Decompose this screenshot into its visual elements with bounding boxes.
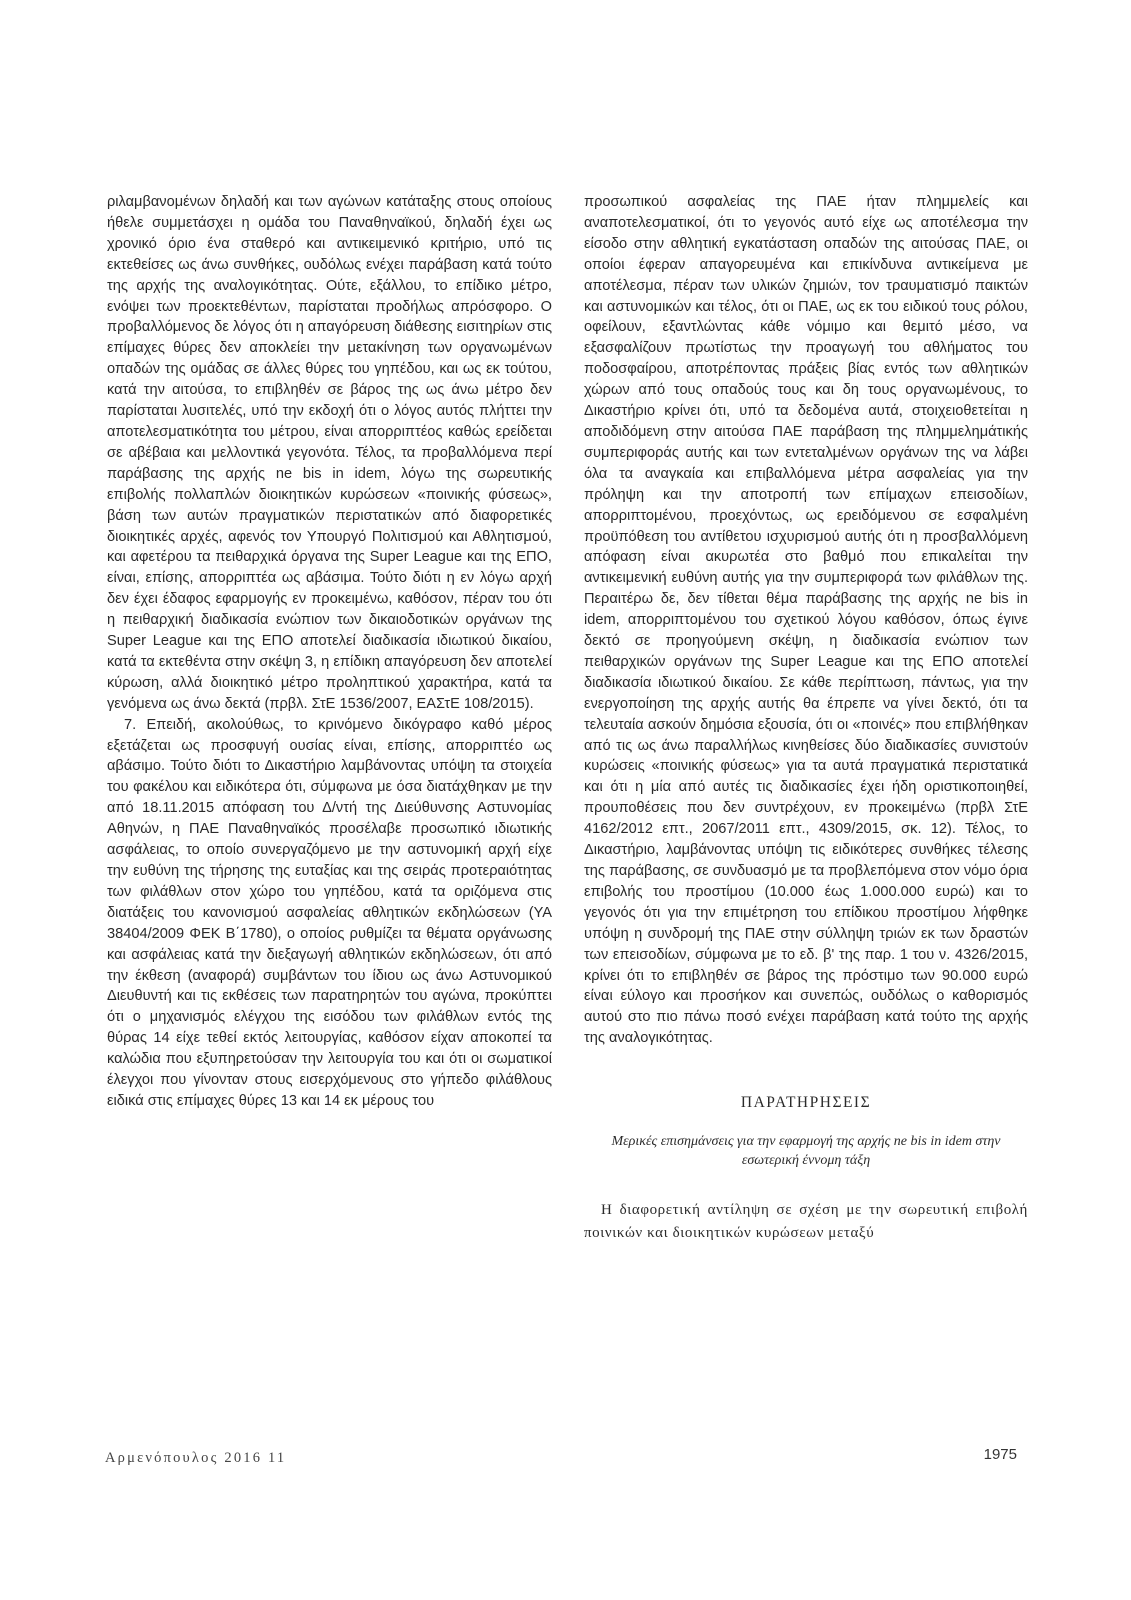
right-column [584,192,1028,1245]
right-paragraph-2: Η διαφορετική αντίληψη σε σχέση με την σωρευτική επιβολή ποινικών και διοικητικών κυρώσεων μεταξύ [584,1202,1028,1242]
section-title: ΠΑΡΑΤΗΡΗΣΕΙΣ [740,1094,872,1112]
right-paragraph-1: προσωπικού ασφαλείας της ΠΑΕ ήταν πλημμελείς και αναποτελεσματικοί, ότι το γεγονός αυτό είχε ως αποτέλεσμα την είσοδο στην αθλητική εγκατάσταση οπαδών της αιτούσας ΠΑΕ, οι οποίοι έφεραν απαγορευμένα και επικίνδυνα αντικείμενα με αποτέλεσμα, πέραν των υλικών ζημιών, τον τραυματισμό παικτών και αστυνομικών και τέλος, ότι οι ΠΑΕ, ως εκ του ειδικού τους ρόλου, οφείλουν, εξαντλώντας κάθε νόμιμο και θεμιτό μέσο, να εξασφαλίζουν πρωτίστως την προαγωγή του αθλήματος του ποδοσφαίρου, αποτρέποντας πράξεις βίας εντός των αθλητικών χώρων από τους οπαδούς τους και δη τους οργανωμένους, το Δικαστήριο κρίνει ότι, υπό τα δεδομένα αυτά, στοιχειοθετείται η αποδιδόμενη στην αιτούσα ΠΑΕ παράβαση της πλημμελημάτικής συμπεριφοράς αυτής και των εντεταλμένων οργάνων της να λάβει όλα τα αναγκαία και επιβαλλόμενα μέτρα ασφαλείας για την πρόληψη και την αποτροπή των επίμαχων επεισοδίων, απορριπτομένου, προεχόντως, ως ερειδόμενου σε εσφαλμένη προϋπόθεση του αντίθετου ισχυρισμού αυτής ότι η προσβαλλόμενη απόφαση είναι ακυρωτέα στο βαθμό που επικαλείται την αντικειμενική ευθύνη αυτής για την συμπεριφορά των φιλάθλων της. Περαιτέρω δε, δεν τίθεται θέμα παράβασης της αρχής ne bis in idem, απορριπτομένου του σχετικού λόγου καθόσον, όπως έγινε δεκτό σε προηγούμενη σκέψη, η διαδικασία ενώπιον των πειθαρχικών οργάνων της Super League και της ΕΠΟ αποτελεί διαδικασία ιδιωτικού δικαίου. Σε κάθε περίπτωση, πάντως, για την ενεργοποίηση της αρχής αυτής θα έπρεπε να γίνει δεκτό, ότι τα τελευταία ασκούν δημόσια εξουσία, ότι οι «ποινές» που επιβλήθηκαν από τις ως άνω παραλλήλως κινηθείσες δύο διαδικασίες συνιστούν κυρώσεις «ποινικής φύσεως» για τα αυτά πραγματικά περιστατικά και ότι η μία από αυτές τις διαδικασίες έχει ήδη οριστικοποιηθεί, προυποθέσεις που δεν συντρέχουν, εν προκειμένω (πρβλ ΣτΕ 4162/2012 επτ., 2067/2011 επτ., 4309/2015, σκ. 12). Τέλος, το Δικαστήριο, λαμβάνοντας υπόψη τις ειδικότερες συνθήκες τέλεσης της παράβασης, σε συνδυασμό με τα προβλεπόμενα στον νόμο όρια επιβολής του προστίμου (10.000 έως 1.000.000 ευρώ) και το γεγονός ότι για την επιμέτρηση του επίδικου προστίμου λήφθηκε υπόψη η συνδρομή της ΠΑΕ στην σύλληψη τριών εκ των δραστών των επεισοδίων, σύμφωνα με το εδ. β' της παρ. 1 του ν. 4326/2015, κρίνει ότι το επιβληθέν σε βάρος της πρόστιμο των 90.000 ευρώ είναι εύλογο και προσήκον και συνεπώς, ουδόλως ο καθορισμός αυτού στο πιο πάνω ποσό ενέχει παράβαση κατά τούτο της αρχής της αναλογικότητας. [584,194,1028,1047]
left-paragraph-2: 7. Επειδή, ακολούθως, το κρινόμενο δικόγραφο καθό μέρος εξετάζεται ως προσφυγή ουσίας είναι, επίσης, απορριπτέο ως αβάσιμο. Τούτο διότι το Δικαστήριο λαμβάνοντας υπόψη τα στοιχεία του φακέλου και ειδικότερα ότι, σύμφωνα με όσα διατάχθηκαν με την από 18.11.2015 απόφαση του Δ/ντή της Διεύθυνσης Αστυνομίας Αθηνών, η ΠΑΕ Παναθηναϊκός προσέλαβε προσωπικό ιδιωτικής ασφάλειας, το οποίο συνεργαζόμενο με την αστυνομική αρχή είχε την ευθύνη της τήρησης της ευταξίας και της σειράς προτεραιότητας των φιλάθλων στον χώρο του γηπέδου, κατά τα οριζόμενα στις διατάξεις του κανονισμού ασφαλείας αθλητικών εκδηλώσεων (ΥΑ 38404/2009 ΦΕΚ Β΄1780), ο οποίος ρυθμίζει τα θέματα οργάνωσης και ασφάλειας κατά την διεξαγωγή αθλητικών εκδηλώσεων, ότι από την έκθεση (αναφορά) συμβάντων του ίδιου ως άνω Αστυνομικού Διευθυντή και τις εκθέσεις των παρατηρητών του αγώνα, προκύπτει ότι ο μηχανισμός ελέγχου της εισόδου των φιλάθλων εντός της θύρας 14 είχε τεθεί εκτός λειτουργίας, καθόσον είχαν αποκοπεί τα καλώδια που εξυπηρετούσαν την λειτουργία του και ότι οι σωματικοί έλεγχοι που γίνονταν στους εισερχόμενους στο γήπεδο φιλάθλους ειδικά στις επίμαχες θύρες 13 και 14 εκ μέρους του [107,716,552,1109]
left-paragraph-1: ριλαμβανομένων δηλαδή και των αγώνων κατάταξης στους οποίους ήθελε συμμετάσχει η ομάδα του Παναθηναϊκού, δηλαδή έχει ως χρονικό όριο ένα σταθερό και αντικειμενικό κριτήριο, υπό τις εκτεθείσες ως άνω συνθήκες, ουδόλως ενέχει παράβαση κατά τούτο της αρχής της αναλογικότητας. Ούτε, εξάλλου, το επίδικο μέτρο, ενόψει των προεκτεθέντων, παρίσταται προδήλως απρόσφορο. Ο προβαλλόμενος δε λόγος ότι η απαγόρευση διάθεσης εισιτηρίων στις επίμαχες θύρες δεν αποκλείει την μετακίνηση των οργανωμένων οπαδών της ομάδας σε άλλες θύρες του γηπέδου, και ως εκ τούτου, κατά την αιτούσα, το επιβληθέν σε βάρος της ως άνω μέτρο δεν παρίσταται λυσιτελές, υπό την εκδοχή ότι ο λόγος αυτός πλήττει την αποτελεσματικότητα του μέτρου, είναι απορριπτέος καθώς ερείδεται σε αβέβαια και μελλοντικά γεγονότα. Τέλος, τα προβαλλόμενα περί παράβασης της αρχής ne bis in idem, λόγω της σωρευτικής επιβολής πολλαπλών διοικητικών κυρώσεων «ποινικής φύσεως», βάση των αυτών πραγματικών περιστατικών από διαφορετικές διοικητικές αρχές, αφενός τον Υπουργό Πολιτισμού και Αθλητισμού, και αφετέρου τα πειθαρχικά όργανα της Super League και της ΕΠΟ, είναι, επίσης, απορριπτέα ως αβάσιμα. Τούτο διότι η εν λόγω αρχή δεν έχει έδαφος εφαρμογής εν προκειμένω, καθόσον, πέραν του ότι η πειθαρχική διαδικασία ενώπιον των δικαιοδοτικών οργάνων της Super League και της ΕΠΟ αποτελεί διαδικασία ιδιωτικού δικαίου, κατά τα εκτεθέντα στην σκέψη 3, η επίδικη απαγόρευση δεν αποτελεί κύρωση, αλλά διοικητικό μέτρο προληπτικού χαρακτήρα, κατά τα γενόμενα ως άνω δεκτά (πρβλ. ΣτΕ 1536/2007, ΕΑΣτΕ 108/2015). [107,194,552,712]
section-subtitle: Μερικές επισημάνσεις για την εφαρμογή της αρχής ne bis in idem στην εσωτερική έννομη τάξη [611,1134,1001,1169]
journal-footer: Αρμενόπουλος 2016 11 [105,1450,287,1466]
left-column [107,192,552,1112]
page-number: 1975 [983,1446,1017,1463]
